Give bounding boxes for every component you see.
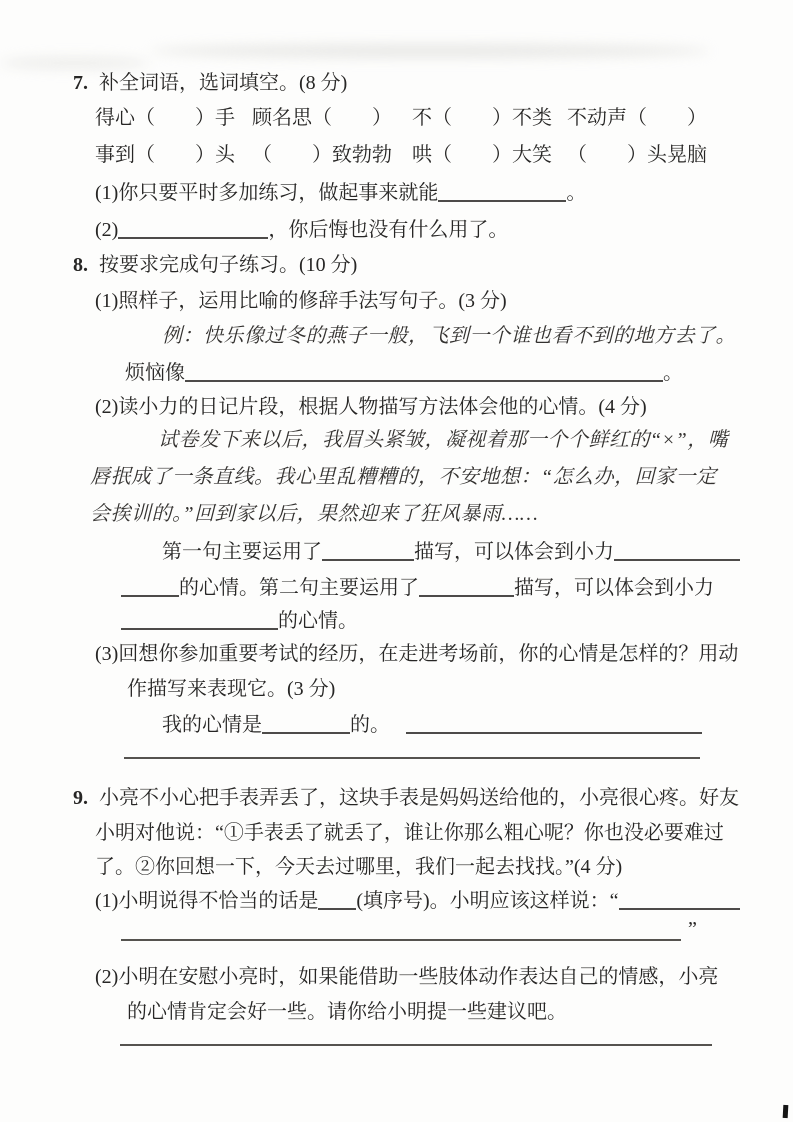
q8-fannao-line <box>125 359 683 386</box>
answer-line <box>124 757 700 759</box>
q9-item-2-label: (2) <box>95 966 119 988</box>
q8-item-3-line-2: 作描写来表现它。(3 分) <box>127 678 336 700</box>
q7-word: 哄（ ）大笑 <box>412 144 552 166</box>
q7-word-row-1 <box>95 105 745 131</box>
q9-item-1-b: (填序号)。小明应该这样说：“ <box>356 890 619 912</box>
answer-blank <box>619 890 740 910</box>
q7-item-1-period: 。 <box>566 182 587 204</box>
q8-item-1-label: (1) <box>95 290 119 312</box>
q8-title-line <box>73 252 357 278</box>
q8-example-sentence: 例：快乐像过冬的燕子一般，飞到一个谁也看不到的地方去了。 <box>162 325 736 347</box>
q7-word: （ ）头晃脑 <box>567 144 707 166</box>
q9-closing-quote: ” <box>688 918 697 940</box>
q9-line-3: 了。②你回想一下，今天去过哪里，我们一起去找找。”(4 分) <box>95 856 623 878</box>
q8-item-2 <box>95 394 647 420</box>
q8-title: 按要求完成句子练习。(10 分) <box>99 254 358 276</box>
q9-item-2-line-1 <box>95 964 718 990</box>
q7-title-line <box>73 70 347 96</box>
answer-blank <box>406 714 702 734</box>
answer-line <box>120 1044 712 1046</box>
q8-item-3-text-1: 回想你参加重要考试的经历，在走进考场前，你的心情是怎样的？用动 <box>118 643 739 665</box>
q8-answer-line-1 <box>162 538 740 565</box>
q9-line-1 <box>73 785 739 811</box>
q8-item-3-line-1 <box>95 641 738 667</box>
q9-number: 9. <box>73 787 88 809</box>
q8-fannao-period: 。 <box>663 362 683 384</box>
answer-blank <box>318 890 356 910</box>
q7-word: 不（ ）不类 <box>412 107 552 129</box>
q8-item-2-label: (2) <box>95 396 119 418</box>
q7-item-2-label: (2) <box>95 219 119 241</box>
q7-item-1-label: (1) <box>95 182 119 204</box>
q8-diary-line-1: 试卷发下来以后，我眉头紧皱，凝视着那一个个鲜红的“×”，嘴 <box>158 429 729 451</box>
q7-title: 补全词语，选词填空。(8 分) <box>99 72 348 94</box>
q8-ans1a: 第一句主要运用了 <box>162 541 322 563</box>
q8-ans1b: 描写，可以体会到小力 <box>414 541 614 563</box>
q7-word: （ ）致勃勃 <box>252 144 392 166</box>
scan-smudge <box>150 44 710 58</box>
answer-line <box>121 939 681 941</box>
q8-ans2a: 的心情。第二句主要运用了 <box>179 577 419 599</box>
q8-mood-line <box>162 711 702 738</box>
q8-diary-line-3: 会挨训的。”回到家以后，果然迎来了狂风暴雨…… <box>90 503 539 525</box>
answer-blank <box>185 362 663 382</box>
q8-item-1-text: 照样子，运用比喻的修辞手法写句子。(3 分) <box>118 290 507 312</box>
q7-word: 得心（ ）手 <box>95 107 235 129</box>
answer-blank <box>121 610 278 630</box>
q7-word: 顾名思（ ） <box>252 107 392 129</box>
q8-fannao-text: 烦恼像 <box>125 362 185 384</box>
answer-blank <box>322 541 414 561</box>
q7-word-row-2 <box>95 142 745 168</box>
answer-blank <box>614 541 740 561</box>
q9-item-1-label: (1) <box>95 890 119 912</box>
q8-answer-line-3 <box>121 607 358 634</box>
q8-ans3: 的心情。 <box>278 610 358 632</box>
q9-line-2: 小明对他说：“①手表丢了就丢了，谁让你那么粗心呢？你也没必要难过 <box>95 822 724 844</box>
q7-word: 不动声（ ） <box>567 107 707 129</box>
q8-number: 8. <box>73 254 88 276</box>
q8-item-1 <box>95 288 507 314</box>
q9-text-1: 小亮不小心把手表弄丢了，这块手表是妈妈送给他的，小亮很心疼。好友 <box>99 787 739 809</box>
answer-blank <box>121 577 179 597</box>
q8-item-2-text: 读小力的日记片段，根据人物描写方法体会他的心情。(4 分) <box>118 396 647 418</box>
q8-mood-a: 我的心情是 <box>162 714 262 736</box>
q7-number: 7. <box>73 72 88 94</box>
answer-blank <box>118 219 268 239</box>
q7-item-2 <box>95 216 508 243</box>
q7-item-1 <box>95 179 586 206</box>
q9-item-1-a: 小明说得不恰当的话是 <box>118 890 319 912</box>
answer-blank <box>262 714 350 734</box>
q8-diary-line-2: 唇抿成了一条直线。我心里乱糟糟的，不安地想：“怎么办，回家一定 <box>90 466 717 488</box>
q9-item-2-text-1: 小明在安慰小亮时，如果能借助一些肢体动作表达自己的情感，小亮 <box>118 966 719 988</box>
q9-item-1 <box>95 887 740 914</box>
q8-answer-line-2 <box>121 574 714 601</box>
scan-smudge <box>0 57 150 69</box>
q7-item-2-text: ，你后悔也没有什么用了。 <box>268 219 509 241</box>
q8-mood-b: 的。 <box>350 714 390 736</box>
q9-item-2-line-2: 的心情肯定会好一些。请你给小明提一些建议吧。 <box>127 1001 567 1023</box>
scan-corner-mark <box>783 1105 789 1118</box>
q7-word: 事到（ ）头 <box>95 144 235 166</box>
q8-item-3-label: (3) <box>95 643 119 665</box>
answer-blank <box>438 182 566 202</box>
q8-ans2b: 描写，可以体会到小力 <box>514 577 714 599</box>
q7-item-1-text: 你只要平时多加练习，做起事来就能 <box>118 182 439 204</box>
answer-blank <box>419 577 514 597</box>
